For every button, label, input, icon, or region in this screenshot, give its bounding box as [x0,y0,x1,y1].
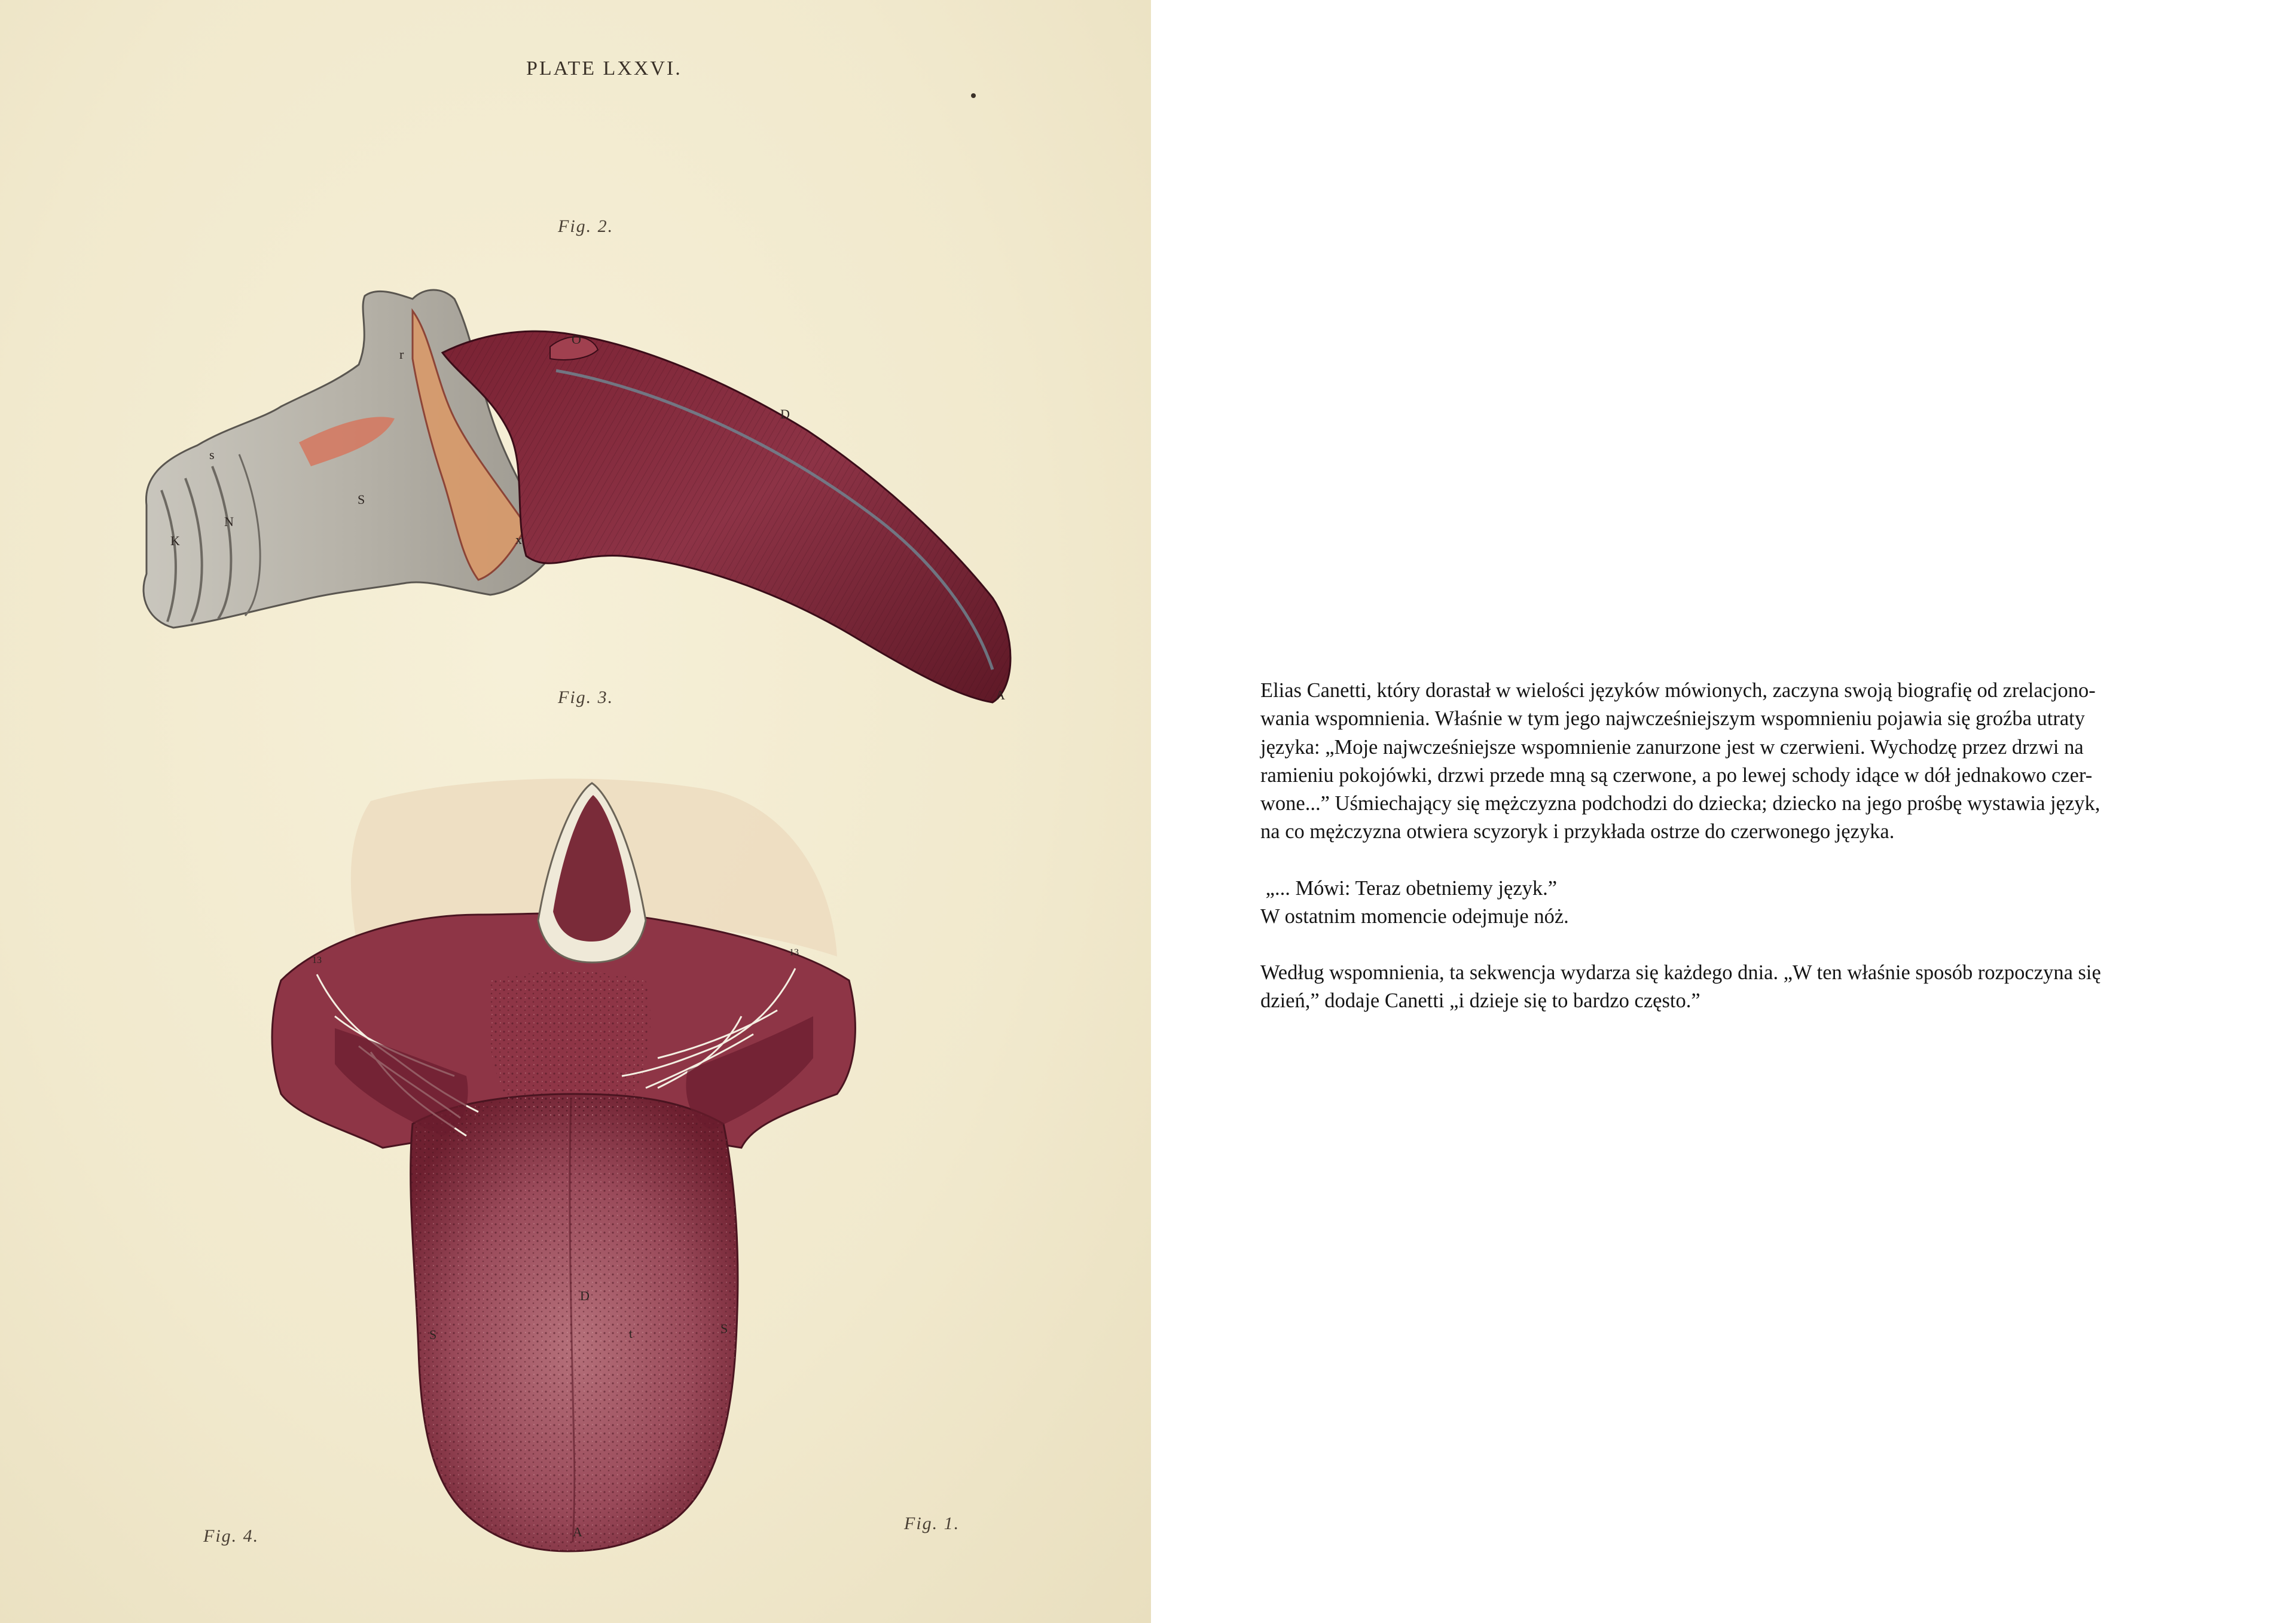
letter-a-lower: A [573,1524,582,1539]
letter-s-right: S [720,1321,728,1336]
letter-13-right: 13 [789,947,799,958]
letter-s-upper: S [358,492,365,507]
speck-mark [971,93,976,98]
plate-title: PLATE LXXVI. [526,57,682,80]
letter-r: r [399,347,404,362]
letter-x: x [515,532,522,547]
letter-k: K [170,533,180,548]
letter-o: O [572,332,581,347]
text-line: W ostatnim momencie odejmuje nóż. [1260,904,1569,928]
paragraph-canetti-intro [1260,677,2157,846]
fig-3-label: Fig. 3. [558,687,614,707]
text-line: wone...” Uśmiechający się mężczyzna podchodzi do dziecka; dziecko na jego prośbę wystawia język, [1260,792,2100,815]
figure-side-tongue [144,290,1010,702]
text-line: wania wspomnienia. Właśnie w tym jego najwcześniejszym wspomnieniu pojawia się groźba utraty [1260,707,2086,730]
paragraph-gap [1260,846,2157,875]
quote-line: „... Mówi: Teraz obetniemy język.” [1260,876,1558,900]
paragraph-quote [1260,875,2157,931]
paragraph-gap [1260,931,2157,959]
letter-s-small: s [209,447,215,462]
text-line: Według wspomnienia, ta sekwencja wydarza się każdego dnia. „W ten właśnie sposób rozpoczyna się [1260,961,2101,984]
fig-2-label: Fig. 2. [558,216,614,236]
text-line: na co mężczyzna otwiera scyzoryk i przykłada ostrze do czerwonego języka. [1260,820,1895,843]
letter-a-upper: A [996,687,1005,702]
fig-1-label: Fig. 1. [904,1514,960,1533]
letter-n: N [224,514,234,529]
letter-d-upper: D [780,406,790,421]
text-line: języka: „Moje najwcześniejsze wspomnienie zanurzone jest w czerwieni. Wychodzę przez drzwi na [1260,735,2084,759]
text-line: ramieniu pokojówki, drzwi przede mną są czerwone, a po lewej schody idące w dół jednakowo czer- [1260,763,2093,787]
text-line: dzień,” dodaje Canetti „i dzieje się to bardzo często.” [1260,989,1700,1013]
letter-s-left: S [429,1327,437,1342]
figure-top-tongue [272,779,855,1551]
paragraph-daily-sequence [1260,959,2157,1016]
text-line: Elias Canetti, który dorastał w wielości języków mówionych, zaczyna swoją biografię od zrelacjono- [1260,679,2096,702]
letter-13-left: 13 [312,955,322,965]
fig-4-label: Fig. 4. [203,1526,259,1546]
text-column [1260,677,2157,1016]
letter-t: t [629,1326,633,1341]
letter-d-lower: D [580,1288,590,1303]
